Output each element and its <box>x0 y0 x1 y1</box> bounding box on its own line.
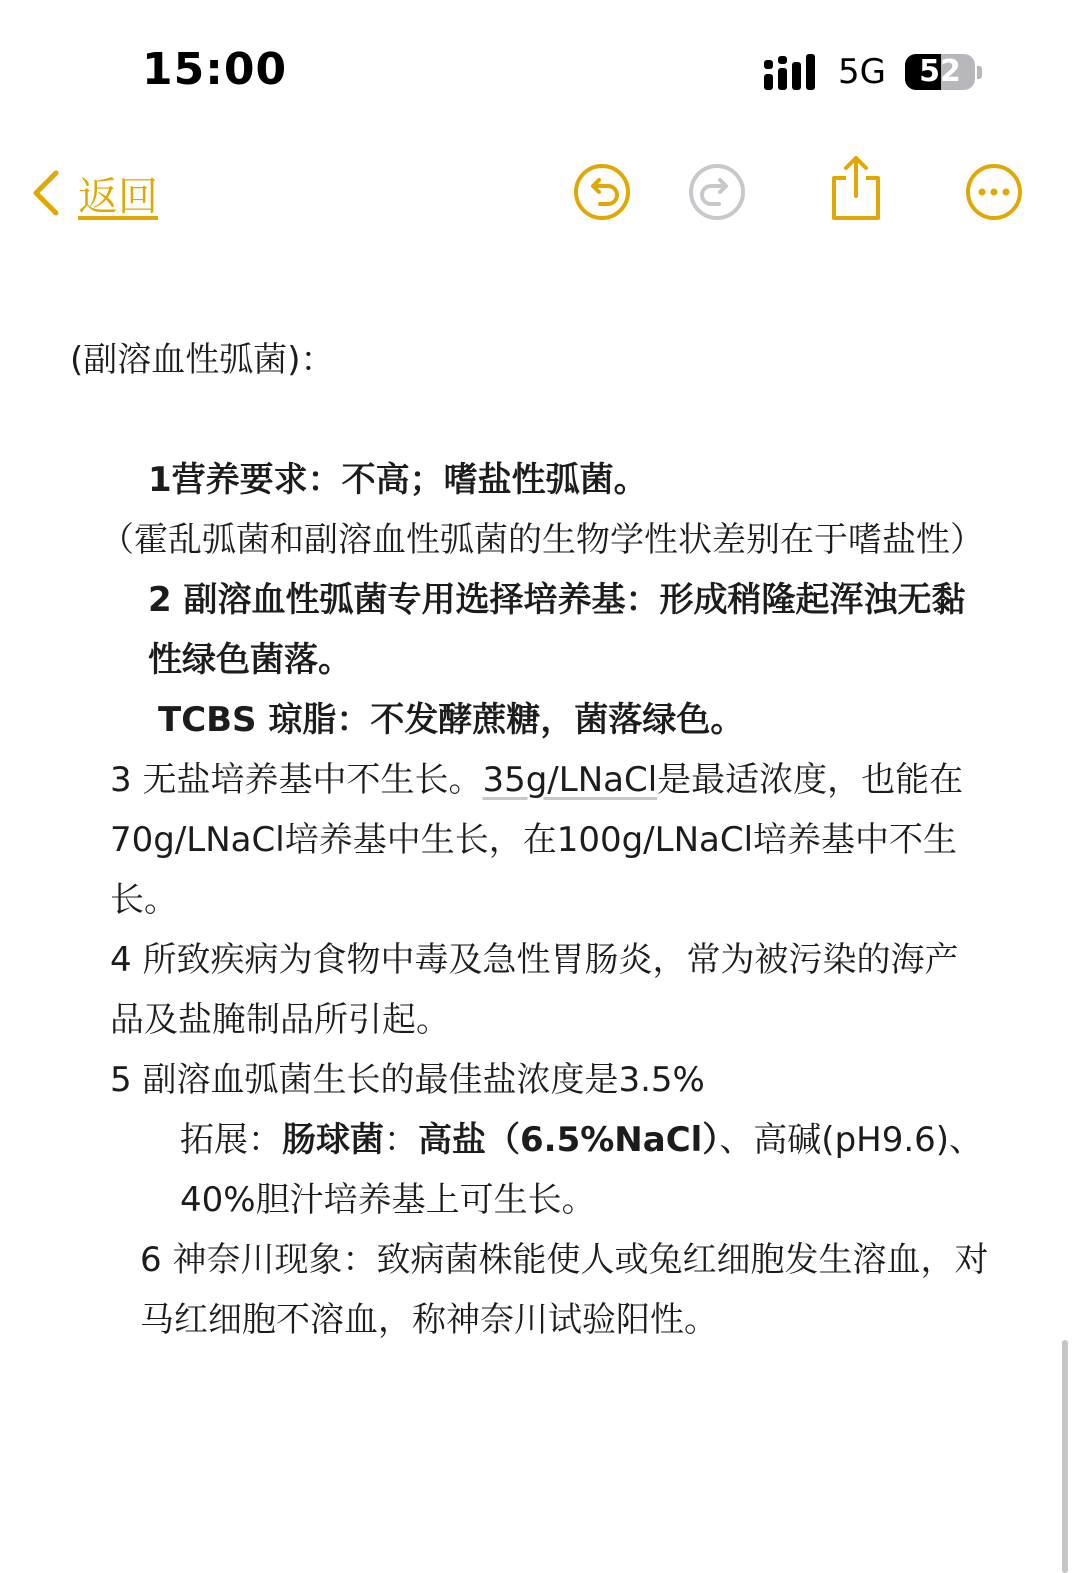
redo-button[interactable] <box>687 162 747 222</box>
note-body[interactable] <box>70 330 990 1350</box>
note-extension-label: 拓展： <box>180 1120 282 1160</box>
note-extension-colon: ： <box>384 1120 418 1160</box>
chevron-left-icon <box>30 169 60 217</box>
scroll-indicator[interactable] <box>1062 1340 1068 1573</box>
undo-icon <box>572 162 632 222</box>
note-heading: (副溶血性弧菌)： <box>70 340 335 380</box>
network-type: 5G <box>838 52 886 92</box>
battery-icon <box>905 54 975 90</box>
note-tcbs: TCBS 琼脂：不发酵蔗糖，菌落绿色。 <box>158 700 745 740</box>
note-point-4: 4 所致疾病为食物中毒及急性胃肠炎，常为被污染的海产品及盐腌制品所引起。 <box>110 940 959 1040</box>
blank-line <box>70 390 990 450</box>
note-point-3-concentration: 35g/LNaCl <box>482 760 658 800</box>
more-button[interactable] <box>964 162 1024 222</box>
note-point-2: 2 副溶血性弧菌专用选择培养基：形成稍隆起浑浊无黏性绿色菌落。 <box>148 580 966 680</box>
redo-icon <box>687 162 747 222</box>
battery-cap <box>977 66 982 79</box>
note-point-3-a: 3 无盐培养基中不生长。 <box>110 760 483 800</box>
note-extension <box>70 1110 990 1230</box>
back-button[interactable] <box>30 158 158 228</box>
note-point-1-remark: （霍乱弧菌和副溶血性弧菌的生物学性状差别在于嗜盐性） <box>100 520 984 560</box>
status-time: 15:00 <box>142 44 288 95</box>
status-bar <box>0 0 1080 140</box>
share-icon <box>826 152 886 224</box>
more-icon <box>964 162 1024 222</box>
note-extension-enterococcus: 肠球菌 <box>282 1120 384 1160</box>
note-point-6: 6 神奈川现象：致病菌株能使人或兔红细胞发生溶血，对马红细胞不溶血，称神奈川试验阳性。 <box>140 1240 989 1340</box>
note-point-3-c: 是最适浓度，也能在70g/LNaCl培养基中生长，在100g/LNaCl培养基中不生长。 <box>110 760 964 920</box>
note-point-5: 5 副溶血弧菌生长的最佳盐浓度是3.5% <box>110 1060 705 1100</box>
note-point-1: 1营养要求：不高；嗜盐性弧菌。 <box>148 460 648 500</box>
note-extension-high-salt: 高盐（6.5%NaCl） <box>418 1120 720 1160</box>
back-label: 返回 <box>78 173 158 220</box>
note-extension-rest: 、高碱(pH9.6)、40%胆汁培养基上可生长。 <box>180 1120 984 1220</box>
undo-button[interactable] <box>572 162 632 222</box>
signal-strength-icon <box>764 54 820 92</box>
battery-level: 52 <box>919 54 961 89</box>
note-toolbar <box>0 150 1080 234</box>
note-point-3 <box>70 750 990 930</box>
share-button[interactable] <box>826 152 886 224</box>
